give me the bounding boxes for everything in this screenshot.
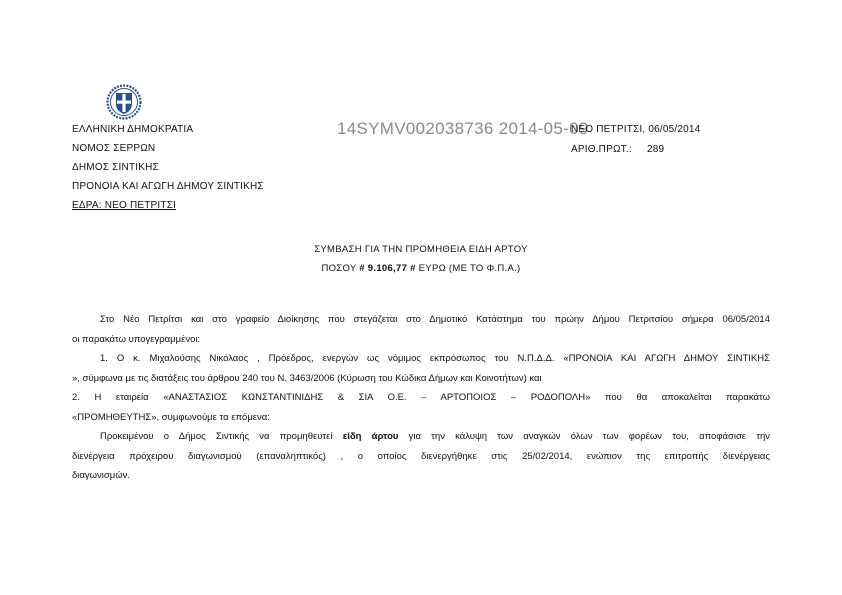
body-paragraph-1-line-2: οι παρακάτω υπογεγραμμένοι: xyxy=(72,333,201,345)
contract-body xyxy=(72,310,770,486)
body-p4-bold-item: είδη άρτου xyxy=(342,431,399,442)
issuer-line-organization: ΠΡΟΝΟΙΑ ΚΑΙ ΑΓΩΓΗ ΔΗΜΟΥ ΣΙΝΤΙΚΗΣ xyxy=(72,181,264,192)
body-p4-text-a: Προκειμένου ο Δήμος Σιντικής να προμηθευτεί xyxy=(100,431,333,442)
amount-suffix: ΕΥΡΩ (ΜΕ ΤΟ Φ.Π.Α.) xyxy=(418,263,521,274)
contract-amount: # 9.106,77 # xyxy=(359,263,416,274)
place-date: ΝΕΟ ΠΕΤΡΙΤΣΙ, 06/05/2014 xyxy=(571,124,701,135)
body-p4-text-b: για την κάλυψη των αναγκών όλων των φορέων του, αποφάσισε την xyxy=(408,431,771,442)
body-party-1-line-1: 1. Ο κ. Μιχαλούσης Νικόλαος , Πρόεδρος, ενεργών ως νόμιμος εκπρόσωπος του Ν.Π.Δ.Δ. «ΠΡΟΝΟΙΑ ΚΑΙ ΑΓΩΓΗ ΔΗΜΟΥ ΣΙΝΤΙΚΗΣ xyxy=(100,353,770,364)
contract-title: ΣΥΜΒΑΣΗ ΓΙΑ ΤΗΝ ΠΡΟΜΗΘΕΙΑ ΕΙΔΗ ΑΡΤΟΥ xyxy=(314,244,528,255)
registry-watermark: 14SYMV002038736 2014-05-09 xyxy=(337,119,589,138)
body-paragraph-4-line-2: διενέργεια πρόχειρου διαγωνισμού (επαναληπτικός) , ο οποίος διενεργήθηκε στις 25/02/2014, ενώπιον της επιτροπής διενέργειας xyxy=(72,450,770,462)
body-paragraph-1-line-1: Στο Νέο Πετρίτσι και στο γραφείο Διοίκησης που στεγάζεται στο Δημοτικό Κατάστημα του πρώην Δήμου Πετριτσίου σήμερα 06/05/2014 xyxy=(100,314,770,325)
protocol-number: 289 xyxy=(647,144,665,155)
issuer-line-seat: ΕΔΡΑ: ΝΕΟ ΠΕΤΡΙΤΣΙ xyxy=(72,200,177,211)
body-party-2-line-1: 2. Η εταιρεία «ΑΝΑΣΤΑΣΙΟΣ ΚΩΝΣΤΑΝΤΙΝΙΔΗΣ & ΣΙΑ Ο.Ε. – ΑΡΤΟΠΟΙΟΣ – ΡΟΔΟΠΟΛΗ» που θα αποκαλείται παρακάτω xyxy=(72,392,770,403)
greek-coat-of-arms-icon xyxy=(106,84,142,120)
amount-prefix: ΠΟΣΟΥ xyxy=(321,263,357,274)
protocol-label: ΑΡΙΘ.ΠΡΩΤ.: xyxy=(571,144,632,155)
issuer-line-state: ΕΛΛΗΝΙΚΗ ΔΗΜΟΚΡΑΤΙΑ xyxy=(72,124,194,135)
body-party-2-line-2: «ΠΡΟΜΗΘΕΥΤΗΣ», συμφωνούμε τα επόμενα: xyxy=(72,411,270,423)
body-paragraph-4-line-3: διαγωνισμών. xyxy=(72,470,131,481)
issuer-line-prefecture: ΝΟΜΟΣ ΣΕΡΡΩΝ xyxy=(72,143,156,154)
issuer-line-municipality: ΔΗΜΟΣ ΣΙΝΤΙΚΗΣ xyxy=(72,162,159,173)
contract-amount-line xyxy=(0,263,842,274)
body-party-1-line-2: », σύμφωνα με τις διατάξεις του άρθρου 240 του Ν. 3463/2006 (Κύρωση του Κώδικα Δήμων και Κοινοτήτων) και xyxy=(72,372,542,384)
body-paragraph-4-line-1 xyxy=(72,427,770,447)
